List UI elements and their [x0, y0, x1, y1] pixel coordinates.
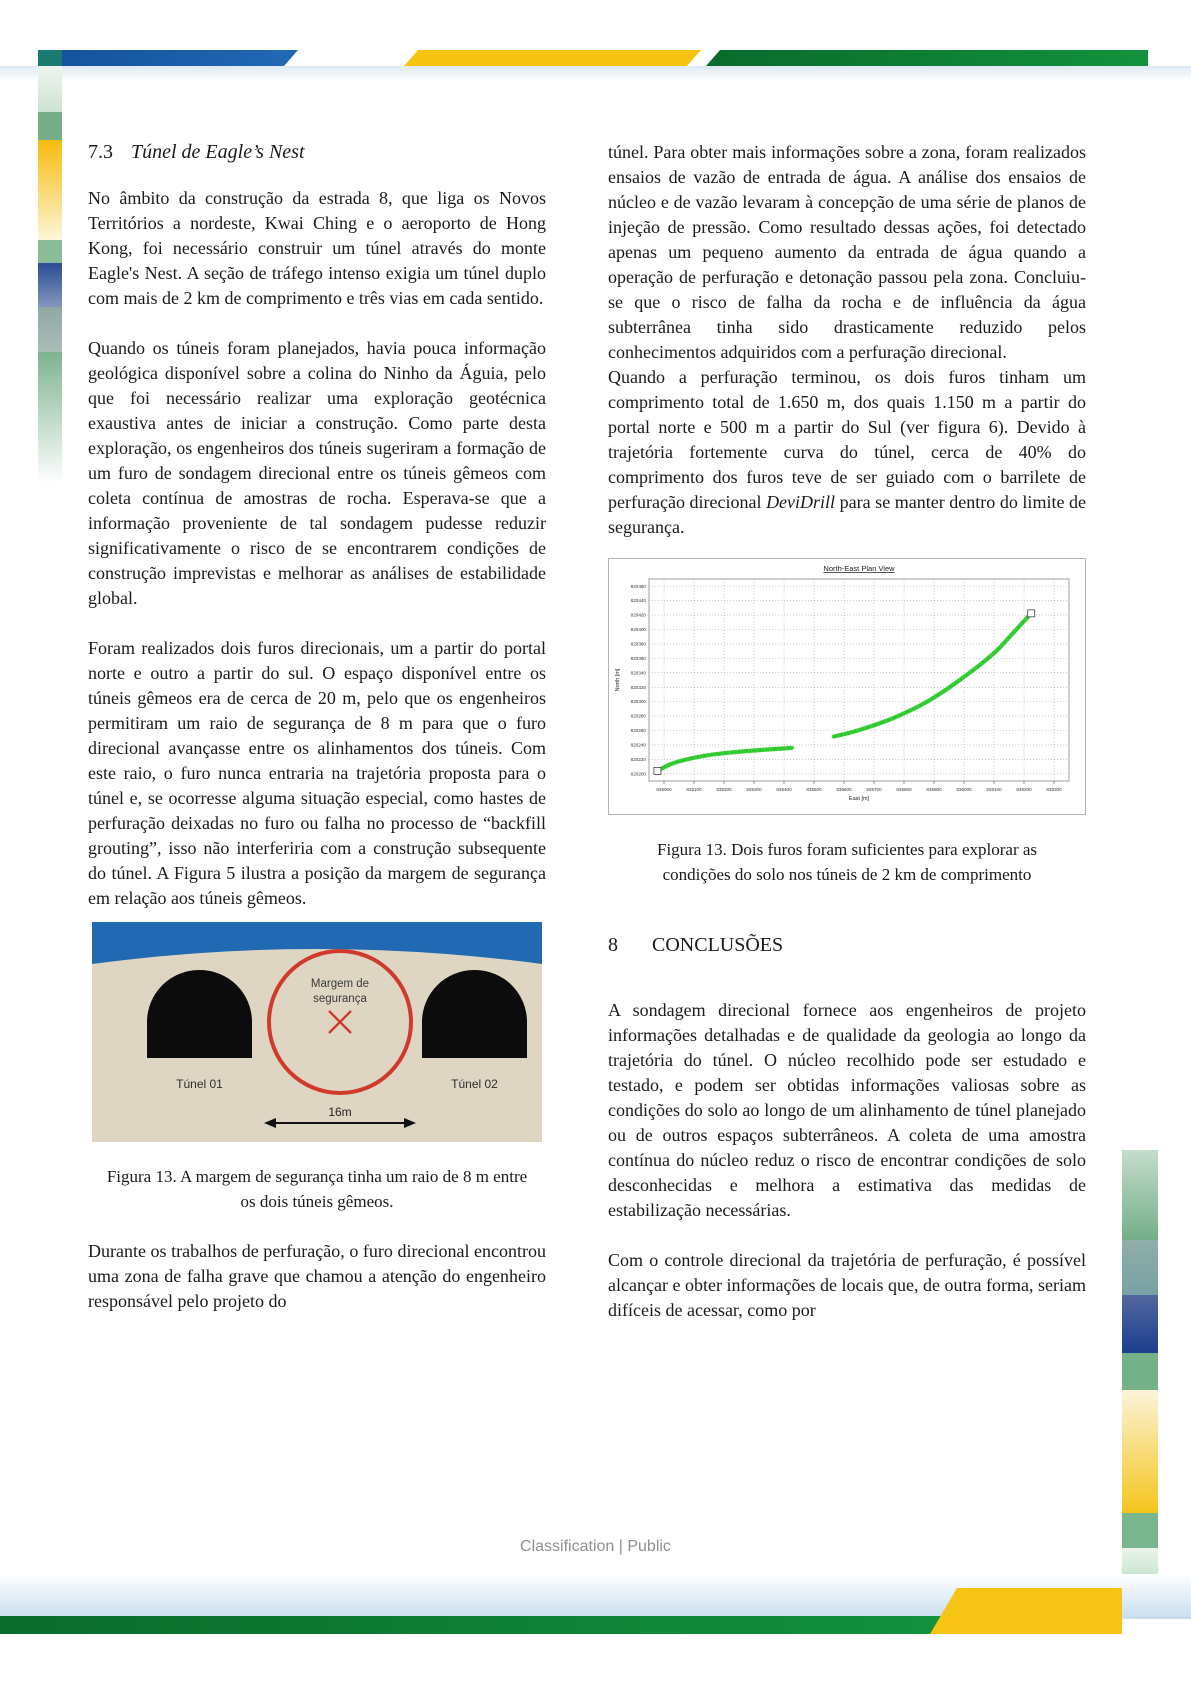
figure-caption-left: Figura 13. A margem de segurança tinha um raio de 8 m entre os dois túneis gêmeos.	[106, 1167, 528, 1211]
safety-margin-label	[267, 977, 413, 1007]
edge-stripe-segment	[38, 112, 62, 140]
section-title: Túnel de Eagle’s Nest	[131, 141, 305, 163]
paragraph: A sondagem direcional fornece aos engenheiros de projeto informações detalhadas e de qualidade da geologia ao longo da trajetória do túnel. O núcleo recolhido pode ser estudado e testado, e podem ser obtidas informações valiosas sobre as condições do solo ao longo de um alinhamento de túnel planejado ou de outros espaços subterrâneos. A coleta de uma amostra contínua do núcleo reduz o risco de encontrar condições de solo desconhecidas e melhora a estimativa das medidas de estabilização necessárias.	[608, 1000, 1086, 1220]
edge-stripe-segment	[38, 240, 62, 263]
svg-text:836300: 836300	[1046, 787, 1062, 792]
bottom-bar-green	[0, 1616, 948, 1634]
section-heading-7-3	[88, 140, 546, 165]
edge-stripe-segment	[38, 263, 62, 307]
paragraph: túnel. Para obter mais informações sobre a zona, foram realizados ensaios de vazão de entrada de água. A análise dos ensaios de núcleo e de vazão levaram à concepção de uma série de planos de injeção de pressão. Como resultado dessas ações, foi detectado apenas um pequeno aumento da entrada de água quando a operação de perfuração e detonação passou pela zona. Concluiu-se que o risco de falha da rocha e de influência da água subterrânea tinha sido drasticamente reduzido pelos conhecimentos adquiridos com a perfuração direcional.	[608, 142, 1086, 362]
svg-text:820220: 820220	[630, 756, 646, 762]
tunnel-02-label: Túnel 02	[451, 1077, 498, 1091]
double-arrow-icon	[262, 1115, 418, 1131]
svg-text:835600: 835600	[836, 787, 852, 792]
svg-text:820380: 820380	[630, 641, 646, 647]
svg-text:North-East Plan View: North-East Plan View	[823, 564, 895, 573]
tunnel-01-label: Túnel 01	[176, 1077, 223, 1091]
svg-text:836100: 836100	[986, 787, 1002, 792]
edge-stripe-segment	[38, 140, 62, 240]
paragraph: Foram realizados dois furos direcionais, um a partir do portal norte e outro a partir do sul. O espaço disponível entre os túneis gêmeos era de cerca de 20 m, pelo que os engenheiros permitiram um raio de segurança de 8 m para que o furo direcional avançasse entre os alinhamentos dos túneis. Com este raio, o furo nunca entraria na trajetória proposta para o túnel e, se ocorresse alguma situação especial, como hastes de perfuração deixadas no furo ou falha no processo de “backfill grouting”, isso não interferiria com a construção subsequente do túnel. A Figura 5 ilustra a posição da margem de segurança em relação aos túneis gêmeos.	[88, 638, 546, 908]
svg-text:820440: 820440	[630, 598, 646, 604]
svg-text:835300: 835300	[746, 787, 762, 792]
edge-stripe-segment	[1122, 1295, 1158, 1353]
edge-stripe-segment	[1122, 1390, 1158, 1513]
paragraph: Com o controle direcional da trajetória de perfuração, é possível alcançar e obter informações de locais que, de outra forma, seriam difíceis de acessar, como por	[608, 1250, 1086, 1320]
svg-text:820360: 820360	[630, 655, 646, 661]
edge-stripe-segment	[38, 352, 62, 484]
paragraph	[608, 365, 1086, 540]
paragraph: Durante os trabalhos de perfuração, o furo direcional encontrou uma zona de falha grave que chamou a atenção do engenheiro responsável pelo projeto do	[88, 1241, 546, 1311]
svg-text:835000: 835000	[656, 787, 672, 792]
paragraph: Quando os túneis foram planejados, havia pouca informação geológica disponível sobre a colina do Ninho da Águia, pelo que foi necessário realizar uma exploração geotécnica exaustiva antes de iniciar a construção. Como parte desta exploração, os engenheiros dos túneis sugeriram a formação de um furo de sondagem direcional entre os túneis gêmeos com coleta contínua de amostras de rocha. Esperava-se que a informação proveniente de tal sondagem pudesse reduzir significativamente o risco de se encontrarem condições de construção imprevistas e melhorar as análises de estabilidade global.	[88, 338, 546, 608]
plan-chart-svg	[609, 559, 1085, 814]
section-title: CONCLUSÕES	[652, 934, 784, 956]
paragraph: No âmbito da construção da estrada 8, que liga os Novos Territórios a nordeste, Kwai Ching e o aeroporto de Hong Kong, foi necessário construir um túnel através do monte Eagle's Nest. A seção de tráfego intenso exigia um túnel duplo com mais de 2 km de comprimento e três vias em cada sentido.	[88, 188, 546, 308]
section-number: 8	[608, 934, 618, 956]
safety-margin-label-line1: Margem de	[310, 978, 370, 990]
svg-text:835700: 835700	[866, 787, 882, 792]
top-bar-teal	[38, 50, 62, 66]
svg-text:820320: 820320	[630, 684, 646, 690]
svg-text:835500: 835500	[806, 787, 822, 792]
svg-text:835900: 835900	[926, 787, 942, 792]
svg-text:836200: 836200	[1016, 787, 1032, 792]
svg-text:820340: 820340	[630, 670, 646, 676]
paragraph-text: para se manter dentro do limite de segurança.	[608, 492, 1086, 537]
svg-text:835100: 835100	[686, 787, 702, 792]
svg-text:835400: 835400	[776, 787, 792, 792]
svg-text:835200: 835200	[716, 787, 732, 792]
edge-stripe-segment	[1122, 1353, 1158, 1390]
top-bar-green	[706, 50, 1148, 66]
top-shadow-band	[0, 66, 1191, 82]
svg-text:820260: 820260	[630, 728, 646, 734]
edge-stripe-segment	[38, 307, 62, 352]
top-bar-blue	[62, 50, 298, 66]
section-number: 7.3	[88, 141, 113, 163]
svg-text:820280: 820280	[630, 713, 646, 719]
distance-label: 16m	[328, 1105, 352, 1119]
svg-text:820240: 820240	[630, 742, 646, 748]
edge-stripe-segment	[1122, 1240, 1158, 1295]
svg-text:East [m]: East [m]	[848, 796, 870, 802]
svg-text:820420: 820420	[630, 612, 646, 618]
tunnel-safety-figure	[92, 922, 542, 1142]
classification-footer: Classification | Public	[520, 1538, 671, 1555]
edge-stripe-segment	[1122, 1150, 1158, 1240]
svg-text:820200: 820200	[630, 771, 646, 777]
svg-text:820400: 820400	[630, 627, 646, 633]
svg-text:820460: 820460	[630, 583, 646, 589]
devidrill-name: DeviDrill	[766, 492, 836, 512]
top-bar-yellow	[404, 50, 701, 66]
plan-view-chart	[608, 558, 1086, 815]
x-mark-icon	[325, 1007, 355, 1037]
svg-text:835800: 835800	[896, 787, 912, 792]
bottom-bar-yellow	[930, 1588, 1122, 1634]
section-heading-8	[608, 933, 1086, 958]
right-column	[608, 140, 1086, 1348]
paragraph-text: Quando a perfuração terminou, os dois furos tinham um comprimento total de 1.650 m, dos quais 1.150 m a partir do portal norte e 500 m a partir do Sul (ver figura 6). Devido à trajetória fortemente curva do túnel, cerca de 40% do comprimento dos furos teve de ser guiado com o barrilete de perfuração direcional	[608, 367, 1086, 512]
edge-stripe-segment	[38, 66, 62, 112]
safety-margin-label-line2: segurança	[313, 993, 367, 1005]
svg-text:North [m]: North [m]	[615, 668, 621, 692]
svg-text:836000: 836000	[956, 787, 972, 792]
svg-text:820300: 820300	[630, 699, 646, 705]
figure-caption-right: Figura 13. Dois furos foram suficientes para explorar as condições do solo nos túneis de 2 km de comprimento	[656, 840, 1038, 884]
left-column	[88, 140, 546, 1339]
